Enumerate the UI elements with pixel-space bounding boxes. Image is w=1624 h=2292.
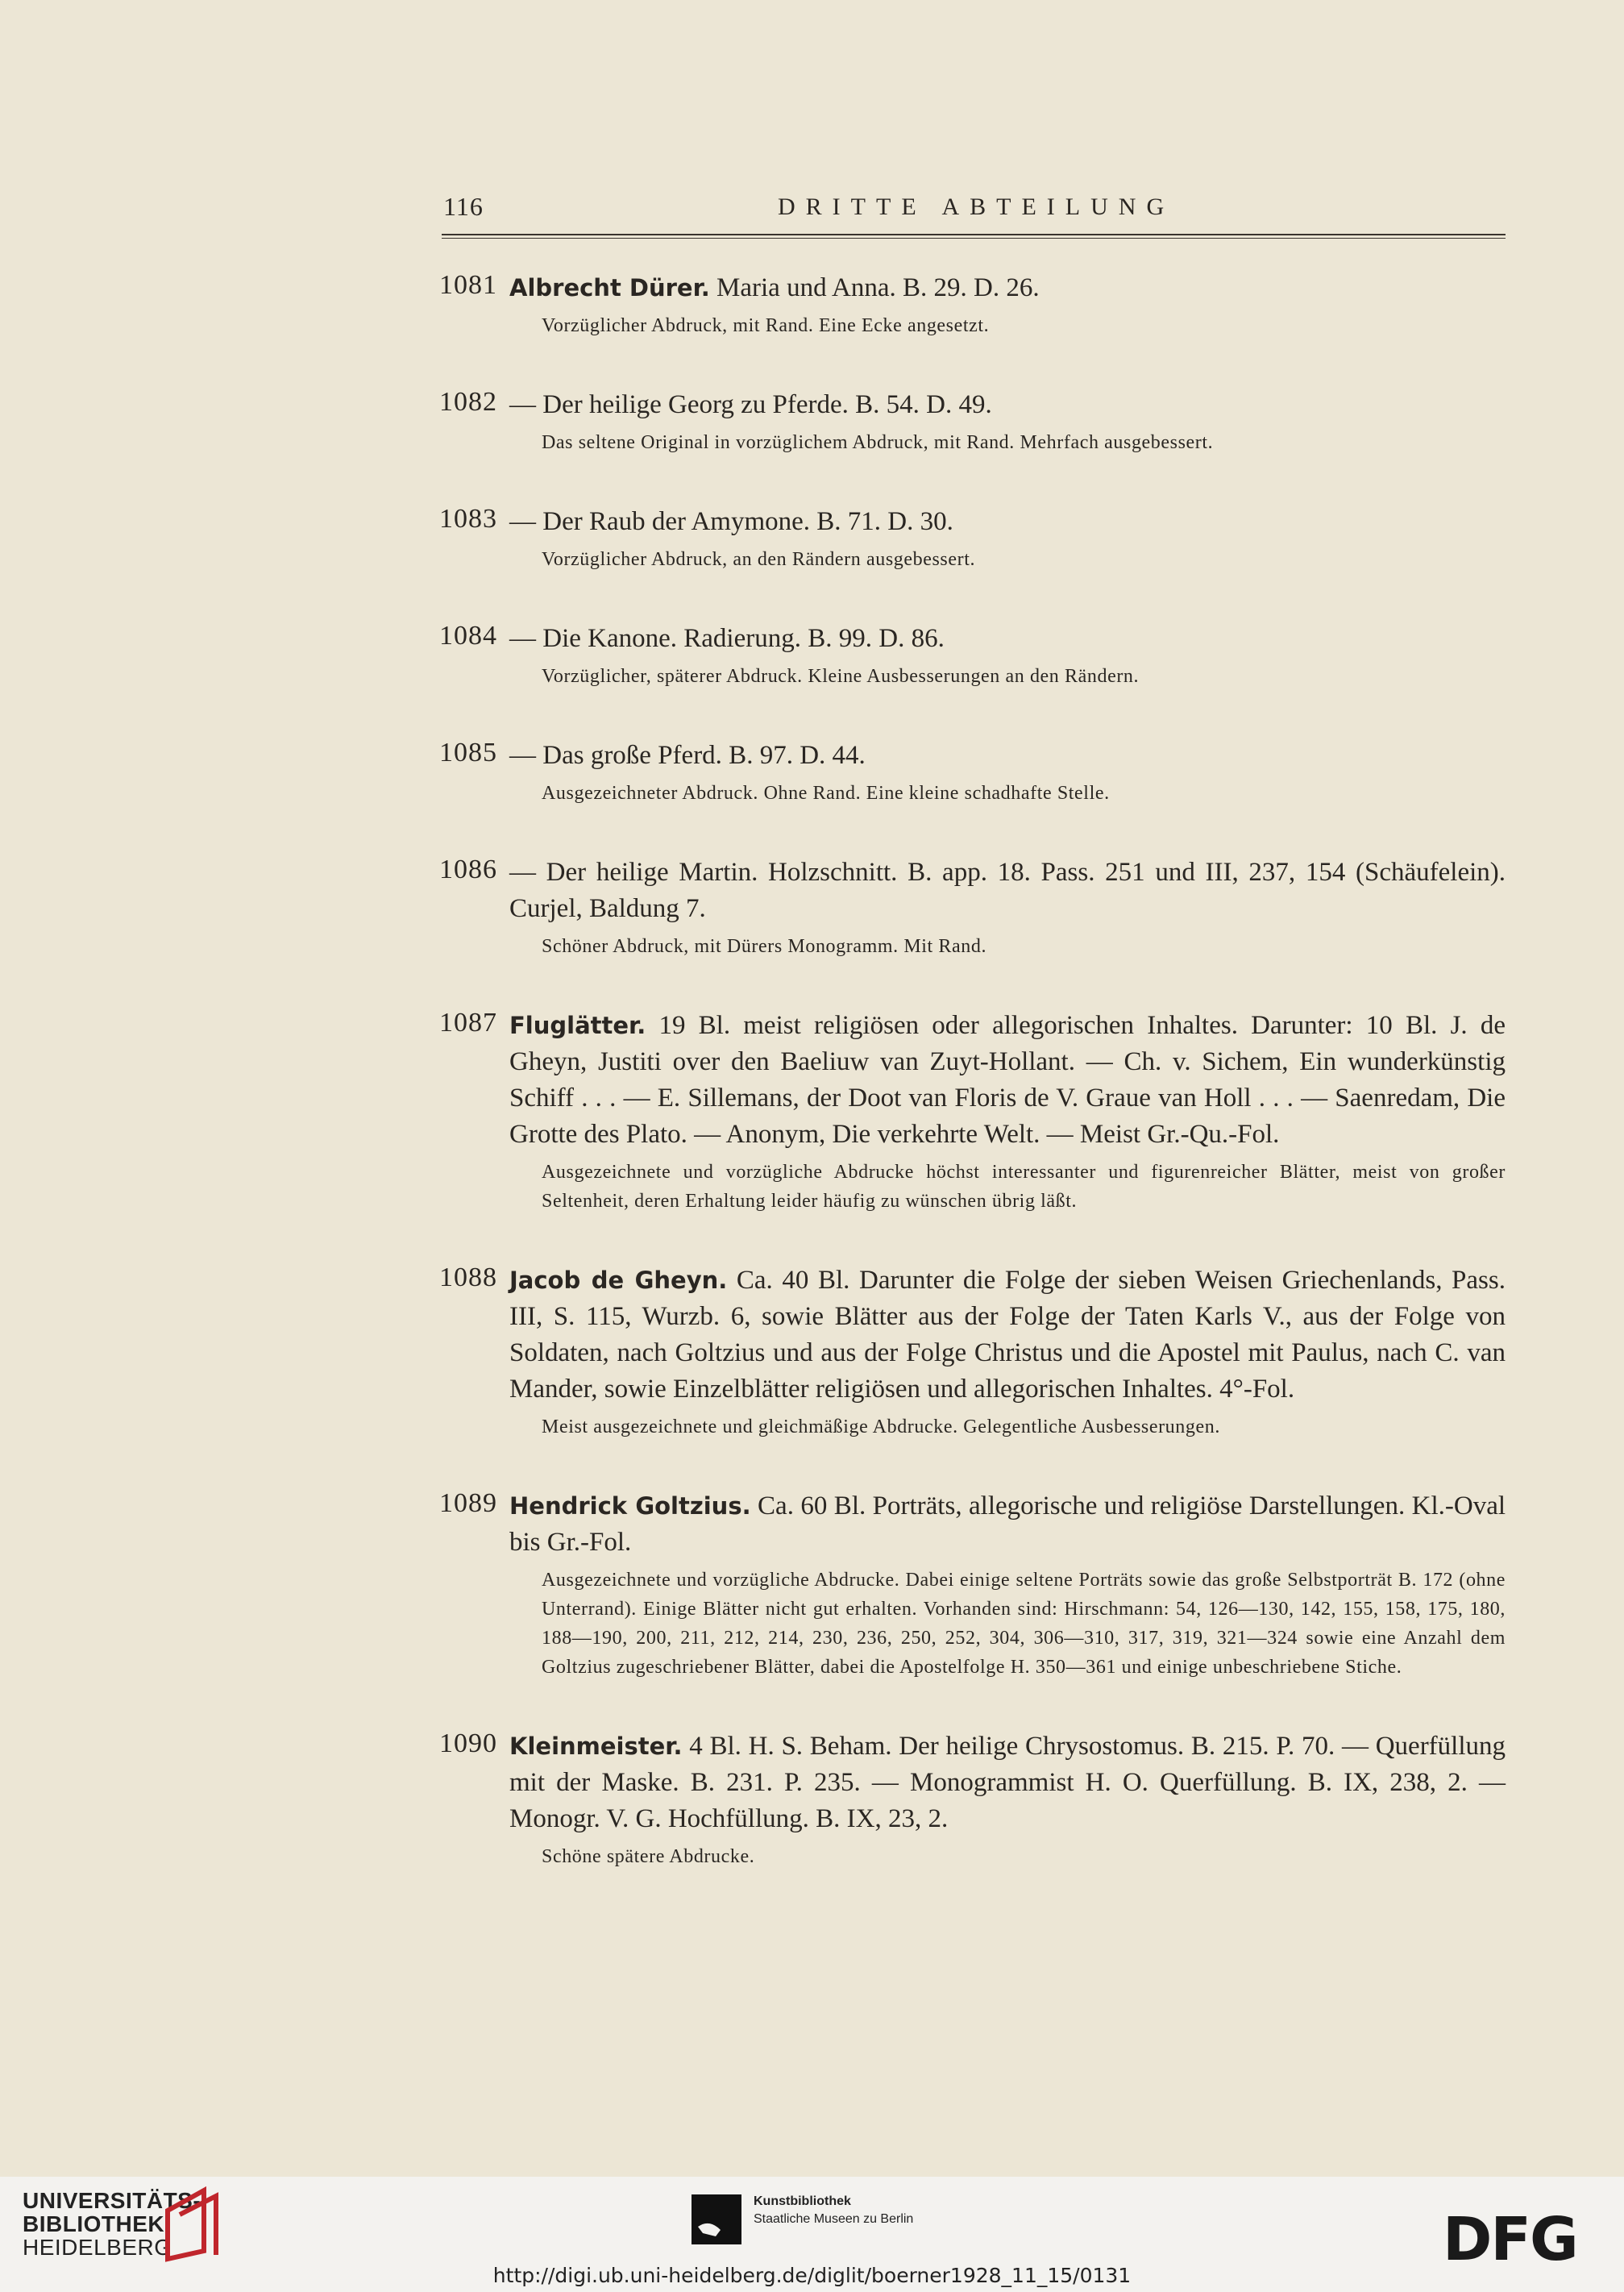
entry-number: 1084	[439, 621, 497, 651]
catalog-entry	[439, 504, 1506, 574]
entry-name: Fluglätter.	[509, 1012, 646, 1039]
entry-note: Ausgezeichneter Abdruck. Ohne Rand. Eine kleine schadhafte Stelle.	[542, 783, 1110, 804]
entry-name: Kleinmeister.	[509, 1733, 683, 1760]
entry-text: — Der Raub der Amymone. B. 71. D. 30.	[509, 507, 953, 536]
permalink-url[interactable]: http://digi.ub.uni-heidelberg.de/diglit/boerner1928_11_15/0131	[492, 2264, 1132, 2287]
entry-note: Vorzüglicher, späterer Abdruck. Kleine Ausbesserungen an den Rändern.	[542, 666, 1140, 687]
page-header	[443, 192, 1507, 224]
ub-emblem-icon	[160, 2186, 226, 2263]
entry-note: Meist ausgezeichnete und gleichmäßige Abdrucke. Gelegentliche Ausbesserungen.	[542, 1416, 1220, 1437]
catalog-entry	[439, 738, 1506, 808]
entry-name: Hendrick Goltzius.	[509, 1492, 751, 1520]
entry-text: Ca. 60 Bl. Porträts, allegorische und religiöse Darstellungen. Kl.-Oval bis Gr.-Fol.	[509, 1491, 1506, 1557]
entry-number: 1081	[439, 270, 497, 300]
catalog-entry	[439, 270, 1506, 340]
entry-note: Das seltene Original in vorzüglichem Abdruck, mit Rand. Mehrfach ausgebessert.	[542, 432, 1214, 453]
running-title: DRITTE ABTEILUNG	[778, 193, 1175, 220]
catalog-entry	[439, 621, 1506, 691]
entry-name: Jacob de Gheyn.	[509, 1267, 728, 1294]
catalog-entries	[439, 270, 1506, 1918]
entry-number: 1082	[439, 387, 497, 417]
catalog-entry	[439, 387, 1506, 457]
entry-text: 4 Bl. H. S. Beham. Der heilige Chrysostomus. B. 215. P. 70. — Querfüllung mit der Maske. B. 231. P. 235. — Monogrammist H. O. Querfüllung. B. IX, 238, 2. — Monogr. V. G. Hochfüllung. B. IX, 23, 2.	[509, 1732, 1506, 1833]
kb-line2: Staatliche Museen zu Berlin	[754, 2212, 914, 2226]
kunstbibliothek-label	[754, 2193, 913, 2228]
entry-text: — Das große Pferd. B. 97. D. 44.	[509, 741, 866, 770]
catalog-entry	[439, 855, 1506, 961]
catalog-entry	[439, 1488, 1506, 1682]
catalog-entry	[439, 1008, 1506, 1216]
entry-number: 1090	[439, 1728, 497, 1758]
header-rule	[442, 234, 1506, 239]
entry-number: 1087	[439, 1008, 497, 1038]
entry-note: Schöne spätere Abdrucke.	[542, 1846, 755, 1867]
kunstbibliothek-logo-icon[interactable]	[692, 2194, 741, 2244]
entry-note: Ausgezeichnete und vorzügliche Abdrucke. Dabei einige seltene Porträts sowie das große Selbstporträt B. 172 (ohne Unterrand). Einige Blätter nicht gut erhalten. Vorhanden sind: Hirschmann: 54, 126—130, 142, 155, 158, 175, 180, 188—190, 200, 211, 212, 214, 230, 236, 250, 252, 304, 306—310, 317, 319, 321—324 sowie eine Anzahl dem Goltzius zugeschriebener Blätter, dabei die Apostelfolge H. 350—361 und einige unbeschriebene Stiche.	[542, 1570, 1506, 1678]
entry-text: — Der heilige Martin. Holzschnitt. B. app. 18. Pass. 251 und III, 237, 154 (Schäufelein). Curjel, Baldung 7.	[509, 858, 1506, 923]
kb-line1: Kunstbibliothek	[754, 2194, 851, 2208]
entry-note: Vorzüglicher Abdruck, an den Rändern ausgebessert.	[542, 549, 976, 570]
entry-note: Ausgezeichnete und vorzügliche Abdrucke höchst interessanter und figurenreicher Blätter, meist von großer Seltenheit, deren Erhaltung leider häufig zu wünschen übrig läßt.	[542, 1162, 1506, 1212]
entry-text: 19 Bl. meist religiösen oder allegorischen Inhaltes. Darunter: 10 Bl. J. de Gheyn, Justiti over den Baeliuw van Zuyt-Hollant. — Ch. v. Sichem, Ein wunderkünstig Schiff . . . — E. Sillemans, der Doot van Floris de V. Graue van Holl . . . — Saenredam, Die Grotte des Plato. — Anonym, Die verkehrte Welt. — Meist Gr.-Qu.-Fol.	[509, 1011, 1506, 1149]
ub-logo-line1: UNIVERSITÄTS-	[23, 2188, 201, 2213]
ub-logo-line3: HEIDELBERG	[23, 2235, 172, 2260]
page-number: 116	[443, 192, 484, 221]
entry-number: 1086	[439, 855, 497, 884]
catalog-entry	[439, 1728, 1506, 1871]
entry-text: Ca. 40 Bl. Darunter die Folge der sieben Weisen Griechenlands, Pass. III, S. 115, Wurzb. 6, sowie Blätter aus der Folge der Taten Karls V., aus der Folge von Soldaten, nach Goltzius und aus der Folge Christus und die Apostel mit Paulus, nach C. van Mander, sowie Einzelblätter religiösen und allegorischen Inhaltes. 4°-Fol.	[509, 1266, 1506, 1404]
entry-name: Albrecht Dürer.	[509, 274, 710, 302]
entry-number: 1085	[439, 738, 497, 767]
catalog-entry	[439, 1262, 1506, 1441]
entry-number: 1083	[439, 504, 497, 534]
entry-text: Maria und Anna. B. 29. D. 26.	[716, 273, 1040, 302]
dfg-logo[interactable]: DFG	[1443, 2205, 1577, 2274]
entry-number: 1088	[439, 1262, 497, 1292]
entry-note: Schöner Abdruck, mit Dürers Monogramm. Mit Rand.	[542, 936, 987, 957]
entry-note: Vorzüglicher Abdruck, mit Rand. Eine Ecke angesetzt.	[542, 315, 990, 336]
entry-number: 1089	[439, 1488, 497, 1518]
entry-text: — Die Kanone. Radierung. B. 99. D. 86.	[509, 624, 945, 653]
ub-logo-line2: BIBLIOTHEK	[23, 2211, 165, 2236]
entry-text: — Der heilige Georg zu Pferde. B. 54. D. 49.	[509, 390, 992, 419]
